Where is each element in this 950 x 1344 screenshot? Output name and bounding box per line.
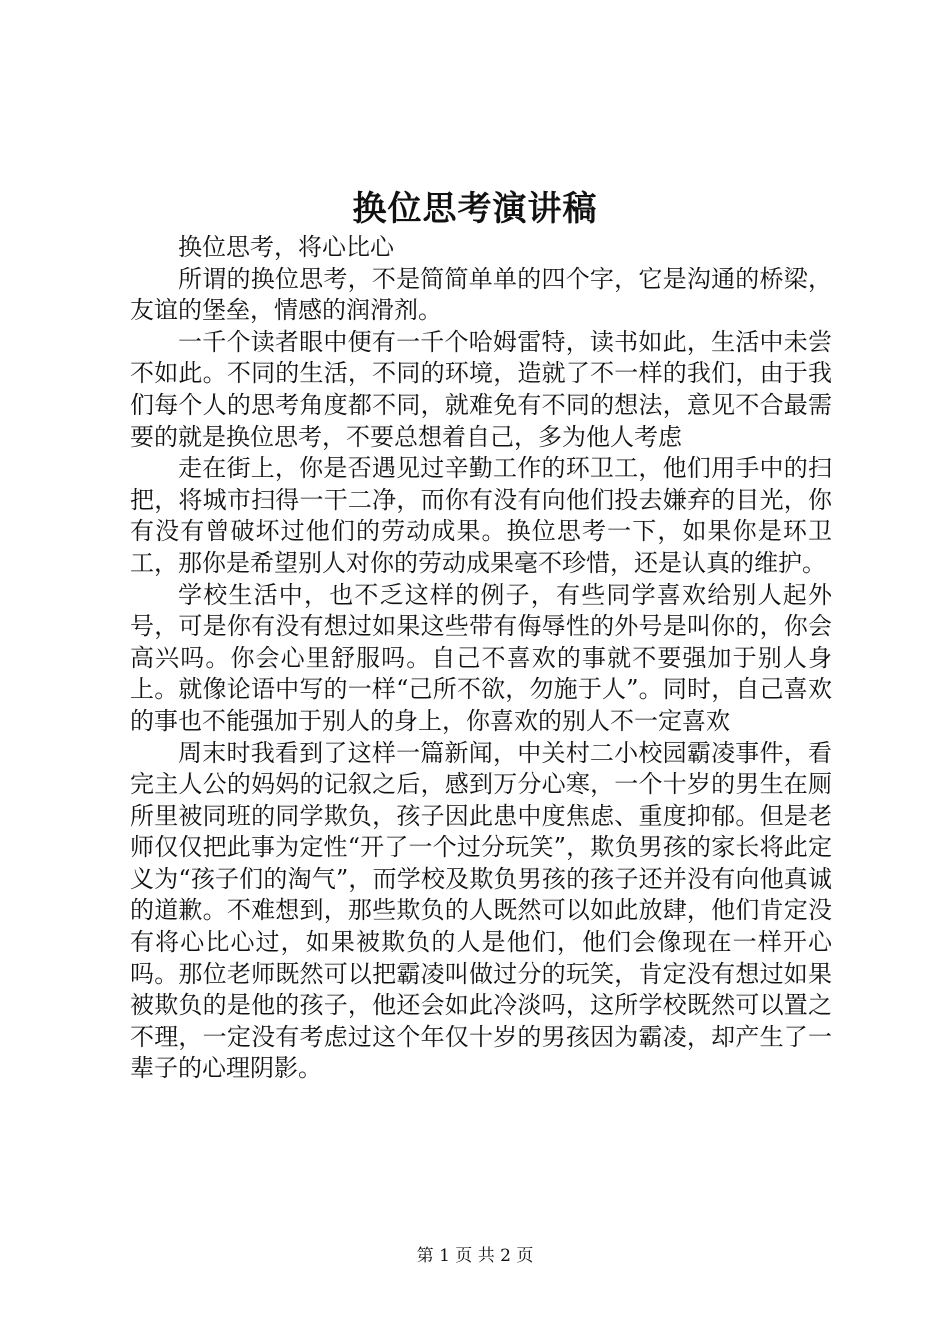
paragraph-subtitle: 换位思考，将心比心 bbox=[178, 233, 394, 261]
paragraph: 所谓的换位思考，不是简简单单的四个字，它是沟通的桥梁，友谊的堡垒，情感的润滑剂。 bbox=[130, 264, 832, 325]
document-title: 换位思考演讲稿 bbox=[352, 189, 598, 229]
paragraph: 走在街上，你是否遇见过辛勤工作的环卫工，他们用手中的扫把，将城市扫得一干二净，而你有没有向他们投去嫌弃的目光，你有没有曾破坏过他们的劳动成果。换位思考一下，如果你是环卫工，那你是希望别人对你的劳动成果毫不珍惜，还是认真的维护。 bbox=[130, 454, 832, 577]
paragraph: 周末时我看到了这样一篇新闻，中关村二小校园霸凌事件，看完主人公的妈妈的记叙之后，感到万分心寒，一个十岁的男生在厕所里被同班的同学欺负，孩子因此患中度焦虑、重度抑郁。但是老师仅仅把此事为定性“开了一个过分玩笑”，欺负男孩的家长将此定义为“孩子们的淘气”，而学校及欺负男孩的孩子还并没有向他真诚的道歉。不难想到，那些欺负的人既然可以如此放肆，他们肯定没有将心比心过，如果被欺负的人是他们，他们会像现在一样开心吗。那位老师既然可以把霸凌叫做过分的玩笑，肯定没有想过如果被欺负的是他的孩子，他还会如此冷淡吗，这所学校既然可以置之不理，一定没有考虑过这个年仅十岁的男孩因为霸凌，却产生了一辈子的心理阴影。 bbox=[130, 738, 832, 1083]
paragraph: 学校生活中，也不乏这样的例子，有些同学喜欢给别人起外号，可是你有没有想过如果这些带有侮辱性的外号是叫你的，你会高兴吗。你会心里舒服吗。自己不喜欢的事就不要强加于别人身上。就像论语中写的一样“己所不欲，勿施于人”。同时，自己喜欢的事也不能强加于别人的身上，你喜欢的别人不一定喜欢 bbox=[130, 580, 832, 735]
page-number-footer: 第 1 页 共 2 页 bbox=[416, 1246, 534, 1266]
paragraph: 一千个读者眼中便有一千个哈姆雷特，读书如此，生活中未尝不如此。不同的生活，不同的环境，造就了不一样的我们，由于我们每个人的思考角度都不同，就难免有不同的想法，意见不合最需要的就是换位思考，不要总想着自己，多为他人考虑 bbox=[130, 327, 832, 451]
document-body bbox=[130, 232, 832, 1085]
